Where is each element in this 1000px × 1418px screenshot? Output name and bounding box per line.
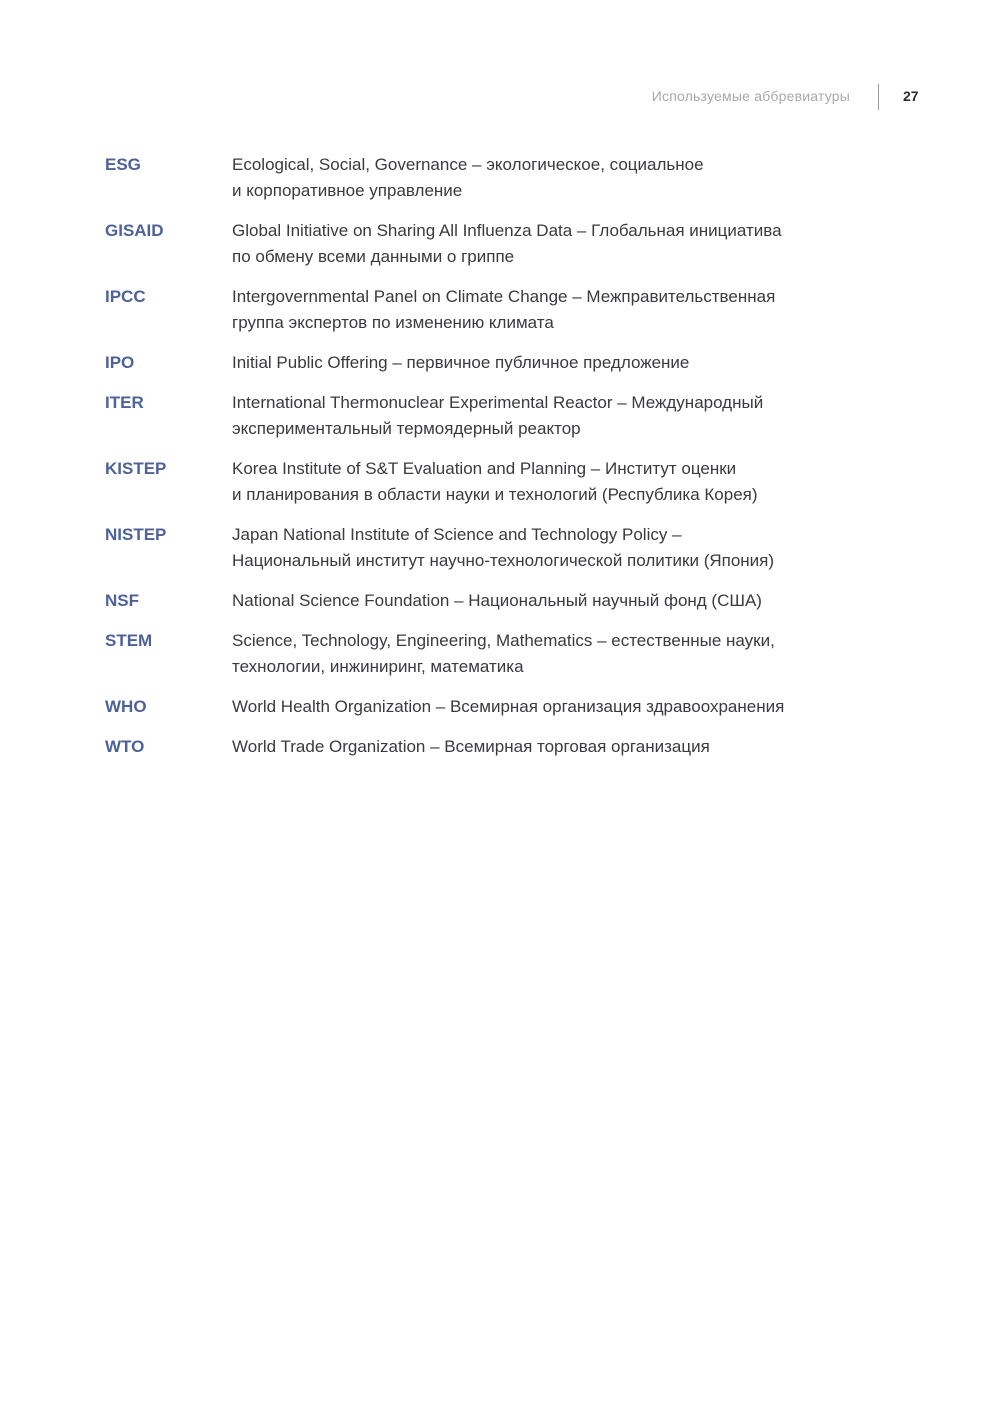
abbreviation: STEM	[105, 631, 153, 650]
abbreviation: NISTEP	[105, 525, 167, 544]
definition: Global Initiative on Sharing All Influenza Data – Глобальная инициатива по обмену всеми данными о гриппе	[232, 221, 782, 266]
definition: Initial Public Offering – первичное публичное предложение	[232, 353, 690, 372]
list-item	[105, 456, 895, 508]
abbreviation: ITER	[105, 393, 144, 412]
abbreviation: WHO	[105, 697, 147, 716]
definition: Intergovernmental Panel on Climate Change – Межправительственная группа экспертов по изменению климата	[232, 287, 776, 332]
definition: World Health Organization – Всемирная организация здравоохранения	[232, 697, 785, 716]
page-header	[560, 84, 940, 112]
list-item	[105, 350, 895, 376]
definition: Japan National Institute of Science and Technology Policy – Национальный институт научно-технологической политики (Япония)	[232, 525, 775, 570]
definition: Science, Technology, Engineering, Mathematics – естественные науки, технологии, инжиниринг, математика	[232, 631, 775, 676]
list-item	[105, 588, 895, 614]
abbreviation: ESG	[105, 155, 141, 174]
definition: International Thermonuclear Experimental Reactor – Международный экспериментальный термоядерный реактор	[232, 393, 764, 438]
definition: Ecological, Social, Governance – экологическое, социальное и корпоративное управление	[232, 155, 704, 200]
list-item	[105, 734, 895, 760]
abbreviation: NSF	[105, 591, 139, 610]
list-item	[105, 218, 895, 270]
abbreviation: KISTEP	[105, 459, 167, 478]
page-number: 27	[903, 88, 919, 104]
list-item	[105, 522, 895, 574]
abbreviation: GISAID	[105, 221, 164, 240]
list-item	[105, 390, 895, 442]
abbreviation: IPO	[105, 353, 135, 372]
definition: National Science Foundation – Национальный научный фонд (США)	[232, 591, 762, 610]
abbreviation-list	[105, 152, 895, 774]
list-item	[105, 152, 895, 204]
list-item	[105, 628, 895, 680]
abbreviation: WTO	[105, 737, 145, 756]
list-item	[105, 694, 895, 720]
header-divider	[878, 84, 879, 110]
section-title: Используемые аббревиатуры	[651, 88, 850, 104]
abbreviation: IPCC	[105, 287, 146, 306]
definition: Korea Institute of S&T Evaluation and Planning – Институт оценки и планирования в области науки и технологий (Республика Корея)	[232, 459, 758, 504]
list-item	[105, 284, 895, 336]
definition: World Trade Organization – Всемирная торговая организация	[232, 737, 710, 756]
